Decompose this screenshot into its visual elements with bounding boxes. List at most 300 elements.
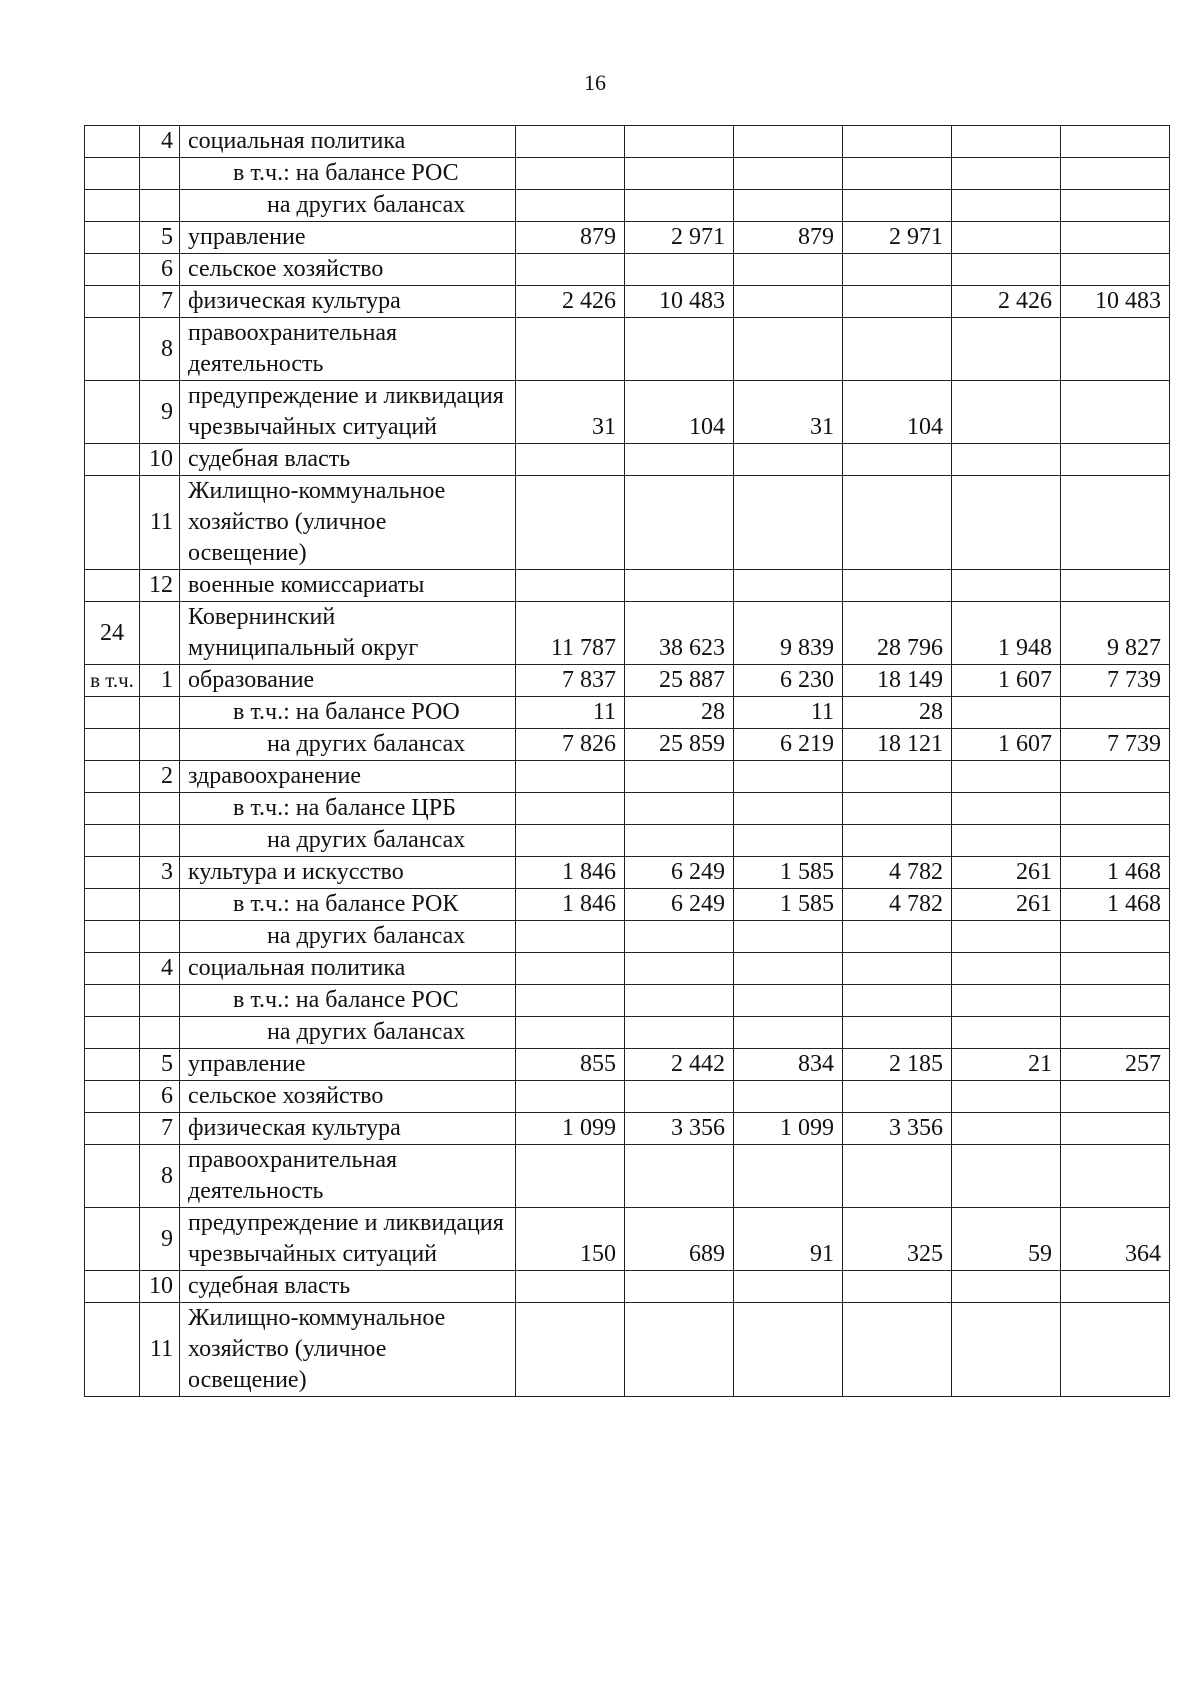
- group-cell: [85, 729, 140, 761]
- value-cell: [1061, 761, 1170, 793]
- table-row: [85, 697, 1170, 729]
- value-cell: [734, 570, 843, 602]
- value-cell: 879: [516, 222, 625, 254]
- value-cell: [843, 126, 952, 158]
- group-cell: [85, 222, 140, 254]
- table-row: [85, 825, 1170, 857]
- value-cell: [516, 190, 625, 222]
- value-cell: 7 837: [516, 665, 625, 697]
- value-cell: [734, 761, 843, 793]
- value-cell: [625, 254, 734, 286]
- value-cell: 261: [952, 857, 1061, 889]
- value-cell: [843, 921, 952, 953]
- value-cell: 104: [843, 381, 952, 444]
- row-number-cell: 7: [140, 1113, 180, 1145]
- value-cell: 31: [516, 381, 625, 444]
- item-name-cell: физическая культура: [180, 286, 516, 318]
- value-cell: [516, 254, 625, 286]
- value-cell: [516, 985, 625, 1017]
- value-cell: 7 739: [1061, 729, 1170, 761]
- value-cell: [952, 793, 1061, 825]
- value-cell: 28 796: [843, 602, 952, 665]
- value-cell: [734, 318, 843, 381]
- value-cell: [734, 444, 843, 476]
- group-cell: [85, 254, 140, 286]
- value-cell: 6 249: [625, 857, 734, 889]
- value-cell: [952, 222, 1061, 254]
- value-cell: [843, 158, 952, 190]
- value-cell: [625, 190, 734, 222]
- value-cell: [1061, 158, 1170, 190]
- group-cell: [85, 793, 140, 825]
- value-cell: [843, 1271, 952, 1303]
- group-cell: [85, 921, 140, 953]
- row-number-cell: 11: [140, 476, 180, 570]
- table-row: [85, 286, 1170, 318]
- row-number-cell: [140, 985, 180, 1017]
- row-number-cell: 6: [140, 1081, 180, 1113]
- value-cell: [843, 476, 952, 570]
- value-cell: [625, 1081, 734, 1113]
- value-cell: [843, 318, 952, 381]
- table-row: [85, 665, 1170, 697]
- group-cell: [85, 985, 140, 1017]
- item-name-cell: в т.ч.: на балансе РОС: [180, 985, 516, 1017]
- item-name-cell: судебная власть: [180, 1271, 516, 1303]
- value-cell: [843, 985, 952, 1017]
- value-cell: 11: [734, 697, 843, 729]
- item-name-cell: правоохранительная деятельность: [180, 1145, 516, 1208]
- value-cell: 2 426: [516, 286, 625, 318]
- value-cell: [625, 921, 734, 953]
- value-cell: [1061, 476, 1170, 570]
- row-number-cell: [140, 729, 180, 761]
- item-name-cell: судебная власть: [180, 444, 516, 476]
- value-cell: [734, 158, 843, 190]
- row-number-cell: [140, 190, 180, 222]
- table-row: [85, 254, 1170, 286]
- item-name-cell: культура и искусство: [180, 857, 516, 889]
- value-cell: [952, 1017, 1061, 1049]
- value-cell: 4 782: [843, 857, 952, 889]
- value-cell: 91: [734, 1208, 843, 1271]
- group-cell: [85, 476, 140, 570]
- group-cell: [85, 190, 140, 222]
- value-cell: [1061, 126, 1170, 158]
- value-cell: [734, 190, 843, 222]
- value-cell: [1061, 793, 1170, 825]
- value-cell: 11: [516, 697, 625, 729]
- item-name-cell: на других балансах: [180, 1017, 516, 1049]
- table-row: [85, 761, 1170, 793]
- value-cell: [734, 1145, 843, 1208]
- value-cell: [734, 953, 843, 985]
- value-cell: [516, 570, 625, 602]
- value-cell: 1 468: [1061, 857, 1170, 889]
- value-cell: 3 356: [625, 1113, 734, 1145]
- value-cell: 3 356: [843, 1113, 952, 1145]
- group-cell: [85, 1017, 140, 1049]
- value-cell: [952, 318, 1061, 381]
- item-name-cell: предупреждение и ликвидация чрезвычайных ситуаций: [180, 381, 516, 444]
- value-cell: [952, 1271, 1061, 1303]
- value-cell: [1061, 697, 1170, 729]
- value-cell: [734, 126, 843, 158]
- value-cell: [952, 1303, 1061, 1397]
- value-cell: [516, 476, 625, 570]
- row-number-cell: [140, 158, 180, 190]
- value-cell: 6 249: [625, 889, 734, 921]
- row-number-cell: 3: [140, 857, 180, 889]
- value-cell: [516, 158, 625, 190]
- value-cell: [625, 444, 734, 476]
- group-cell: [85, 857, 140, 889]
- value-cell: [1061, 921, 1170, 953]
- value-cell: 1 585: [734, 857, 843, 889]
- row-number-cell: 8: [140, 318, 180, 381]
- value-cell: 9 839: [734, 602, 843, 665]
- value-cell: [1061, 444, 1170, 476]
- value-cell: 2 971: [843, 222, 952, 254]
- value-cell: [1061, 1081, 1170, 1113]
- value-cell: 257: [1061, 1049, 1170, 1081]
- table-row: [85, 190, 1170, 222]
- value-cell: 104: [625, 381, 734, 444]
- value-cell: [1061, 190, 1170, 222]
- table-row: [85, 985, 1170, 1017]
- value-cell: [734, 1081, 843, 1113]
- row-number-cell: 5: [140, 222, 180, 254]
- table-row: [85, 602, 1170, 665]
- table-row: [85, 126, 1170, 158]
- value-cell: [952, 1145, 1061, 1208]
- item-name-cell: сельское хозяйство: [180, 254, 516, 286]
- row-number-cell: 10: [140, 444, 180, 476]
- group-cell: [85, 126, 140, 158]
- value-cell: [843, 1017, 952, 1049]
- item-name-cell: на других балансах: [180, 825, 516, 857]
- table-row: [85, 921, 1170, 953]
- table-row: [85, 476, 1170, 570]
- table-row: [85, 158, 1170, 190]
- table-row: [85, 1081, 1170, 1113]
- group-cell: [85, 953, 140, 985]
- value-cell: [952, 126, 1061, 158]
- value-cell: [625, 985, 734, 1017]
- value-cell: [952, 381, 1061, 444]
- value-cell: [734, 476, 843, 570]
- value-cell: 25 859: [625, 729, 734, 761]
- value-cell: [516, 761, 625, 793]
- value-cell: 25 887: [625, 665, 734, 697]
- value-cell: 18 121: [843, 729, 952, 761]
- value-cell: 261: [952, 889, 1061, 921]
- row-number-cell: 1: [140, 665, 180, 697]
- value-cell: [843, 1145, 952, 1208]
- value-cell: [952, 697, 1061, 729]
- value-cell: [516, 1081, 625, 1113]
- value-cell: 1 099: [734, 1113, 843, 1145]
- value-cell: [625, 953, 734, 985]
- group-cell: [85, 158, 140, 190]
- row-number-cell: [140, 1017, 180, 1049]
- value-cell: [625, 761, 734, 793]
- value-cell: [1061, 318, 1170, 381]
- value-cell: [516, 1145, 625, 1208]
- value-cell: [625, 158, 734, 190]
- value-cell: [1061, 1271, 1170, 1303]
- item-name-cell: в т.ч.: на балансе РОС: [180, 158, 516, 190]
- value-cell: 18 149: [843, 665, 952, 697]
- value-cell: [734, 1303, 843, 1397]
- value-cell: 7 739: [1061, 665, 1170, 697]
- value-cell: 689: [625, 1208, 734, 1271]
- row-number-cell: 5: [140, 1049, 180, 1081]
- value-cell: [952, 761, 1061, 793]
- value-cell: 1 948: [952, 602, 1061, 665]
- value-cell: [516, 318, 625, 381]
- value-cell: [843, 761, 952, 793]
- group-cell: [85, 697, 140, 729]
- value-cell: 1 585: [734, 889, 843, 921]
- value-cell: [952, 1113, 1061, 1145]
- value-cell: [734, 1271, 843, 1303]
- value-cell: 2 442: [625, 1049, 734, 1081]
- table-row: [85, 953, 1170, 985]
- value-cell: [952, 1081, 1061, 1113]
- group-label: в т.ч.: [90, 668, 134, 692]
- group-cell: [85, 602, 140, 665]
- group-label: 24: [100, 619, 124, 646]
- value-cell: 38 623: [625, 602, 734, 665]
- group-cell: [85, 665, 140, 697]
- value-cell: [625, 1303, 734, 1397]
- value-cell: [516, 444, 625, 476]
- row-number-cell: [140, 921, 180, 953]
- value-cell: [952, 570, 1061, 602]
- table-row: [85, 318, 1170, 381]
- value-cell: [1061, 1303, 1170, 1397]
- value-cell: [1061, 381, 1170, 444]
- value-cell: [952, 476, 1061, 570]
- value-cell: 1 468: [1061, 889, 1170, 921]
- item-name-cell: управление: [180, 222, 516, 254]
- group-cell: [85, 570, 140, 602]
- value-cell: [734, 825, 843, 857]
- value-cell: [625, 1145, 734, 1208]
- value-cell: [734, 286, 843, 318]
- value-cell: 31: [734, 381, 843, 444]
- item-name-cell: предупреждение и ликвидация чрезвычайных ситуаций: [180, 1208, 516, 1271]
- value-cell: [625, 825, 734, 857]
- group-cell: [85, 1049, 140, 1081]
- value-cell: [625, 476, 734, 570]
- value-cell: [843, 825, 952, 857]
- value-cell: 6 219: [734, 729, 843, 761]
- value-cell: [1061, 1145, 1170, 1208]
- value-cell: 1 607: [952, 729, 1061, 761]
- group-cell: [85, 889, 140, 921]
- row-number-cell: 6: [140, 254, 180, 286]
- table-row: [85, 570, 1170, 602]
- value-cell: 10 483: [625, 286, 734, 318]
- row-number-cell: 4: [140, 953, 180, 985]
- value-cell: [843, 286, 952, 318]
- value-cell: 1 607: [952, 665, 1061, 697]
- item-name-cell: в т.ч.: на балансе ЦРБ: [180, 793, 516, 825]
- row-number-cell: 12: [140, 570, 180, 602]
- table-row: [85, 1145, 1170, 1208]
- row-number-cell: 2: [140, 761, 180, 793]
- value-cell: [734, 254, 843, 286]
- value-cell: 21: [952, 1049, 1061, 1081]
- table-row: [85, 381, 1170, 444]
- value-cell: 1 846: [516, 857, 625, 889]
- value-cell: [1061, 825, 1170, 857]
- value-cell: [625, 1271, 734, 1303]
- table-row: [85, 889, 1170, 921]
- value-cell: 10 483: [1061, 286, 1170, 318]
- item-name-cell: Жилищно-коммунальное хозяйство (уличное освещение): [180, 476, 516, 570]
- row-number-cell: [140, 889, 180, 921]
- group-cell: [85, 1303, 140, 1397]
- group-cell: [85, 825, 140, 857]
- table-row: [85, 1113, 1170, 1145]
- table-row: [85, 1303, 1170, 1397]
- row-number-cell: 8: [140, 1145, 180, 1208]
- item-name-cell: здравоохранение: [180, 761, 516, 793]
- value-cell: 2 426: [952, 286, 1061, 318]
- value-cell: [1061, 953, 1170, 985]
- value-cell: [1061, 1017, 1170, 1049]
- value-cell: [843, 1303, 952, 1397]
- value-cell: [952, 444, 1061, 476]
- value-cell: 28: [625, 697, 734, 729]
- value-cell: 28: [843, 697, 952, 729]
- item-name-cell: правоохранительная деятельность: [180, 318, 516, 381]
- value-cell: [843, 793, 952, 825]
- value-cell: 4 782: [843, 889, 952, 921]
- value-cell: [516, 1017, 625, 1049]
- row-number-cell: 9: [140, 1208, 180, 1271]
- value-cell: [952, 254, 1061, 286]
- value-cell: 855: [516, 1049, 625, 1081]
- value-cell: [952, 158, 1061, 190]
- value-cell: [516, 1303, 625, 1397]
- row-number-cell: 10: [140, 1271, 180, 1303]
- group-cell: [85, 444, 140, 476]
- table-row: [85, 1208, 1170, 1271]
- group-cell: [85, 1271, 140, 1303]
- row-number-cell: 4: [140, 126, 180, 158]
- value-cell: [516, 953, 625, 985]
- value-cell: [1061, 570, 1170, 602]
- value-cell: [734, 921, 843, 953]
- table-row: [85, 857, 1170, 889]
- value-cell: [843, 190, 952, 222]
- value-cell: [516, 921, 625, 953]
- value-cell: 1 846: [516, 889, 625, 921]
- value-cell: 2 185: [843, 1049, 952, 1081]
- group-cell: [85, 1208, 140, 1271]
- value-cell: [625, 126, 734, 158]
- value-cell: [734, 793, 843, 825]
- table-row: [85, 793, 1170, 825]
- table-row: [85, 444, 1170, 476]
- budget-table: [84, 125, 1170, 1397]
- value-cell: [843, 1081, 952, 1113]
- value-cell: 834: [734, 1049, 843, 1081]
- value-cell: [1061, 985, 1170, 1017]
- value-cell: 9 827: [1061, 602, 1170, 665]
- group-cell: [85, 318, 140, 381]
- item-name-cell: сельское хозяйство: [180, 1081, 516, 1113]
- row-number-cell: [140, 825, 180, 857]
- item-name-cell: на других балансах: [180, 190, 516, 222]
- value-cell: [734, 1017, 843, 1049]
- value-cell: 1 099: [516, 1113, 625, 1145]
- value-cell: [952, 921, 1061, 953]
- value-cell: [516, 793, 625, 825]
- item-name-cell: на других балансах: [180, 921, 516, 953]
- value-cell: [843, 570, 952, 602]
- value-cell: [843, 444, 952, 476]
- value-cell: [952, 953, 1061, 985]
- value-cell: [516, 825, 625, 857]
- value-cell: [1061, 254, 1170, 286]
- item-name-cell: социальная политика: [180, 126, 516, 158]
- group-cell: [85, 286, 140, 318]
- row-number-cell: 11: [140, 1303, 180, 1397]
- item-name-cell: Жилищно-коммунальное хозяйство (уличное освещение): [180, 1303, 516, 1397]
- table-row: [85, 729, 1170, 761]
- value-cell: [1061, 1113, 1170, 1145]
- group-cell: [85, 1113, 140, 1145]
- item-name-cell: социальная политика: [180, 953, 516, 985]
- item-name-cell: Ковернинский муниципальный округ: [180, 602, 516, 665]
- value-cell: [516, 1271, 625, 1303]
- value-cell: 6 230: [734, 665, 843, 697]
- row-number-cell: [140, 697, 180, 729]
- item-name-cell: образование: [180, 665, 516, 697]
- value-cell: [625, 1017, 734, 1049]
- value-cell: 59: [952, 1208, 1061, 1271]
- value-cell: [625, 318, 734, 381]
- value-cell: [952, 825, 1061, 857]
- item-name-cell: физическая культура: [180, 1113, 516, 1145]
- value-cell: [516, 126, 625, 158]
- table-row: [85, 222, 1170, 254]
- item-name-cell: на других балансах: [180, 729, 516, 761]
- item-name-cell: военные комиссариаты: [180, 570, 516, 602]
- group-cell: [85, 381, 140, 444]
- value-cell: [843, 953, 952, 985]
- value-cell: 11 787: [516, 602, 625, 665]
- row-number-cell: 9: [140, 381, 180, 444]
- row-number-cell: [140, 602, 180, 665]
- table-row: [85, 1271, 1170, 1303]
- item-name-cell: в т.ч.: на балансе РОК: [180, 889, 516, 921]
- item-name-cell: управление: [180, 1049, 516, 1081]
- value-cell: [843, 254, 952, 286]
- value-cell: [734, 985, 843, 1017]
- table-row: [85, 1049, 1170, 1081]
- item-name-cell: в т.ч.: на балансе РОО: [180, 697, 516, 729]
- value-cell: 150: [516, 1208, 625, 1271]
- value-cell: [952, 190, 1061, 222]
- value-cell: 7 826: [516, 729, 625, 761]
- row-number-cell: 7: [140, 286, 180, 318]
